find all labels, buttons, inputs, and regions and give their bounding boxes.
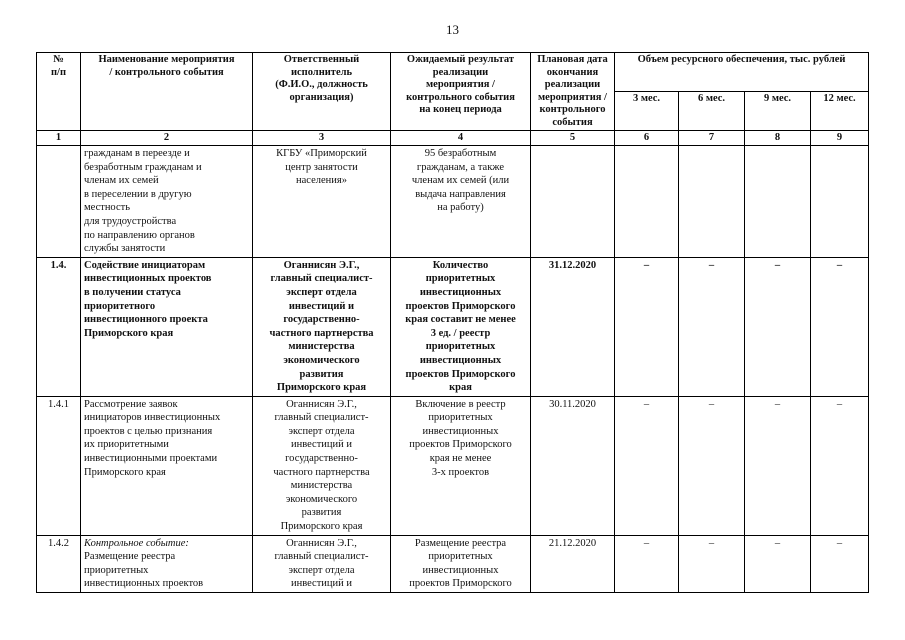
- header-resources: Объем ресурсного обеспечения, тыс. рублей: [615, 53, 869, 92]
- column-number: 5: [531, 131, 615, 146]
- header-date: Плановая дата окончания реализации мероприятия / контрольного события: [531, 53, 615, 131]
- row-9-months: –: [745, 535, 811, 592]
- header-result: Ожидаемый результат реализации мероприятия / контрольного события на конец периода: [391, 53, 531, 131]
- row-12-months: –: [811, 257, 869, 396]
- column-number: 2: [81, 131, 253, 146]
- column-number: 6: [615, 131, 679, 146]
- table-row: [37, 396, 869, 535]
- header-9-months: 9 мес.: [745, 92, 811, 131]
- row-12-months: –: [811, 535, 869, 592]
- row-9-months: –: [745, 257, 811, 396]
- row-12-months: –: [811, 396, 869, 535]
- action-plan-table: [36, 52, 869, 593]
- row-9-months: –: [745, 396, 811, 535]
- row-result: Количество приоритетных инвестиционных проектов Приморского края составит не менее 3 ед. / реестр приоритетных инвестиционных проектов Приморского края: [391, 257, 531, 396]
- row-result: 95 безработным гражданам, а также членам их семей (или выдача направления на работу): [391, 146, 531, 258]
- header-12-months: 12 мес.: [811, 92, 869, 131]
- page-number: 13: [446, 22, 459, 37]
- table-row: [37, 257, 869, 396]
- row-result: Размещение реестра приоритетных инвестиционных проектов Приморского: [391, 535, 531, 592]
- row-executor: Оганнисян Э.Г., главный специалист- эксперт отдела инвестиций и государственно- частного партнерства министерства экономического развития Приморского края: [253, 257, 391, 396]
- control-event-label: Контрольное событие:: [84, 537, 189, 549]
- row-3-months: –: [615, 257, 679, 396]
- table-row: [37, 146, 869, 258]
- row-num: 1.4.2: [37, 535, 81, 592]
- row-date: 30.11.2020: [531, 396, 615, 535]
- column-number-row: [37, 131, 869, 146]
- row-num: 1.4.: [37, 257, 81, 396]
- row-6-months: –: [679, 257, 745, 396]
- header-3-months: 3 мес.: [615, 92, 679, 131]
- row-6-months: –: [679, 396, 745, 535]
- row-num: [37, 146, 81, 258]
- row-executor: КГБУ «Приморский центр занятости населения»: [253, 146, 391, 258]
- column-number: 4: [391, 131, 531, 146]
- row-3-months: –: [615, 396, 679, 535]
- row-result: Включение в реестр приоритетных инвестиционных проектов Приморского края не менее 3-х проектов: [391, 396, 531, 535]
- row-6-months: [679, 146, 745, 258]
- header-name: Наименование мероприятия / контрольного события: [81, 53, 253, 131]
- column-number: 1: [37, 131, 81, 146]
- row-name-cell: [81, 535, 253, 592]
- table-row: [37, 535, 869, 592]
- row-3-months: –: [615, 535, 679, 592]
- row-executor: Оганнисян Э.Г., главный специалист- эксперт отдела инвестиций и государственно- частного партнерства министерства экономического развития Приморского края: [253, 396, 391, 535]
- column-number: 8: [745, 131, 811, 146]
- column-number: 9: [811, 131, 869, 146]
- row-12-months: [811, 146, 869, 258]
- row-executor: Оганнисян Э.Г., главный специалист- эксперт отдела инвестиций и: [253, 535, 391, 592]
- row-name: гражданам в переезде и безработным гражданам и членам их семей в переселении в другую местность для трудоустройства по направлению органов службы занятости: [81, 146, 253, 258]
- row-date: 31.12.2020: [531, 257, 615, 396]
- header-num: № п/п: [37, 53, 81, 131]
- row-6-months: –: [679, 535, 745, 592]
- row-name: Размещение реестра приоритетных инвестиционных проектов: [84, 551, 204, 590]
- header-executor: Ответственный исполнитель (Ф.И.О., должность организация): [253, 53, 391, 131]
- header-row-1: [37, 53, 869, 92]
- column-number: 3: [253, 131, 391, 146]
- row-9-months: [745, 146, 811, 258]
- row-date: [531, 146, 615, 258]
- row-num: 1.4.1: [37, 396, 81, 535]
- header-6-months: 6 мес.: [679, 92, 745, 131]
- row-name: Рассмотрение заявок инициаторов инвестиционных проектов с целью признания их приоритетными инвестиционными проектами Приморского края: [81, 396, 253, 535]
- row-3-months: [615, 146, 679, 258]
- row-name: Содействие инициаторам инвестиционных проектов в получении статуса приоритетного инвестиционного проекта Приморского края: [81, 257, 253, 396]
- row-date: 21.12.2020: [531, 535, 615, 592]
- column-number: 7: [679, 131, 745, 146]
